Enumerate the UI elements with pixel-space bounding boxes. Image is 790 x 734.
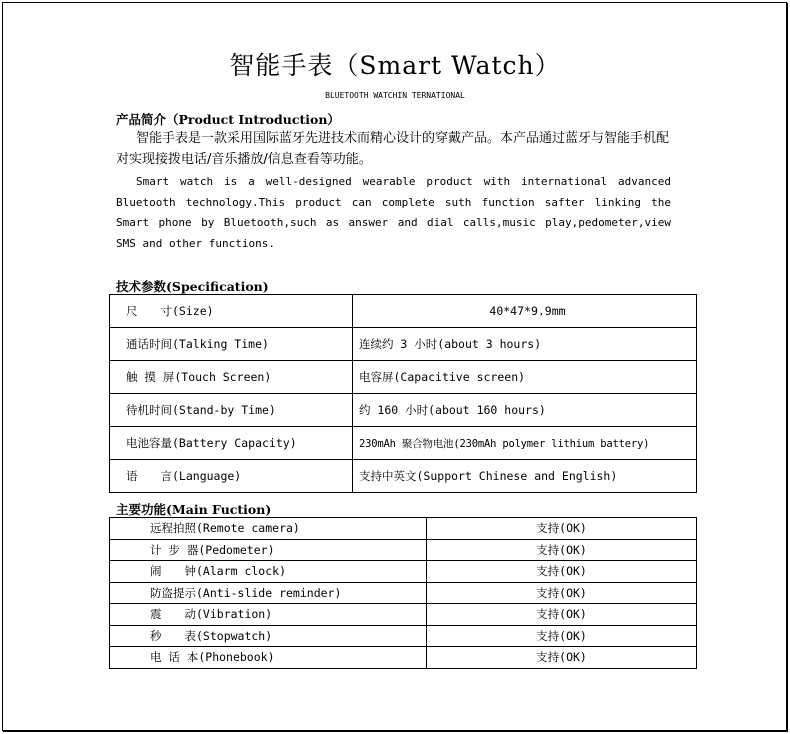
spec-label: 待机时间(Stand-by Time)	[110, 394, 353, 427]
table-row	[110, 561, 697, 583]
document-title: 智能手表（Smart Watch）	[229, 51, 561, 80]
document-subtitle: BLUETOOTH WATCHIN TERNATIONAL	[325, 91, 465, 100]
table-row	[110, 361, 697, 394]
table-row	[110, 647, 697, 669]
table-row	[110, 518, 697, 540]
function-value: 支持(OK)	[427, 539, 697, 561]
function-label: 电 话 本(Phonebook)	[110, 647, 427, 669]
function-value: 支持(OK)	[427, 582, 697, 604]
table-row	[110, 328, 697, 361]
function-label: 远程拍照(Remote camera)	[110, 518, 427, 540]
spec-value: 支持中英文(Support Chinese and English)	[353, 460, 697, 493]
function-value: 支持(OK)	[427, 518, 697, 540]
table-row	[110, 394, 697, 427]
spec-value: 电容屏(Capacitive screen)	[353, 361, 697, 394]
specification-heading: 技术参数(Specification)	[116, 279, 269, 294]
table-row	[110, 427, 697, 460]
table-row	[110, 625, 697, 647]
function-label: 震 动(Vibration)	[110, 604, 427, 626]
function-value: 支持(OK)	[427, 647, 697, 669]
specification-table	[109, 294, 697, 493]
table-row	[110, 460, 697, 493]
spec-label: 尺 寸(Size)	[110, 295, 353, 328]
spec-label: 触 摸 屏(Touch Screen)	[110, 361, 353, 394]
function-value: 支持(OK)	[427, 604, 697, 626]
spec-label: 电池容量(Battery Capacity)	[110, 427, 353, 460]
spec-value: 约 160 小时(about 160 hours)	[353, 394, 697, 427]
spec-label: 通话时间(Talking Time)	[110, 328, 353, 361]
functions-heading: 主要功能(Main Fuction)	[116, 502, 272, 517]
spec-label: 语 言(Language)	[110, 460, 353, 493]
function-label: 秒 表(Stopwatch)	[110, 625, 427, 647]
function-label: 防盗提示(Anti-slide reminder)	[110, 582, 427, 604]
table-row	[110, 295, 697, 328]
spec-value: 40*47*9.9mm	[353, 295, 697, 328]
spec-value: 230mAh 聚合物电池(230mAh polymer lithium battery)	[353, 427, 697, 460]
table-row	[110, 582, 697, 604]
function-label: 闹 钟(Alarm clock)	[110, 561, 427, 583]
table-row	[110, 539, 697, 561]
function-value: 支持(OK)	[427, 561, 697, 583]
functions-table	[109, 517, 697, 669]
table-row	[110, 604, 697, 626]
introduction-heading: 产品简介（Product Introduction）	[116, 112, 340, 127]
introduction-chinese-text: 智能手表是一款采用国际蓝牙先进技术而精心设计的穿戴产品。本产品通过蓝牙与智能手机配对实现接拨电话/音乐播放/信息查看等功能。	[116, 131, 670, 167]
function-label: 计 步 器(Pedometer)	[110, 539, 427, 561]
introduction-english-text: Smart watch is a well-designed wearable product with international advanced Bluetooth technology.This product can complete suth function safter linking the Smart phone by Bluetooth,such as answer and dial calls,music play,pedometer,view SMS and other functions.	[116, 175, 671, 251]
spec-value: 连续约 3 小时(about 3 hours)	[353, 328, 697, 361]
function-value: 支持(OK)	[427, 625, 697, 647]
